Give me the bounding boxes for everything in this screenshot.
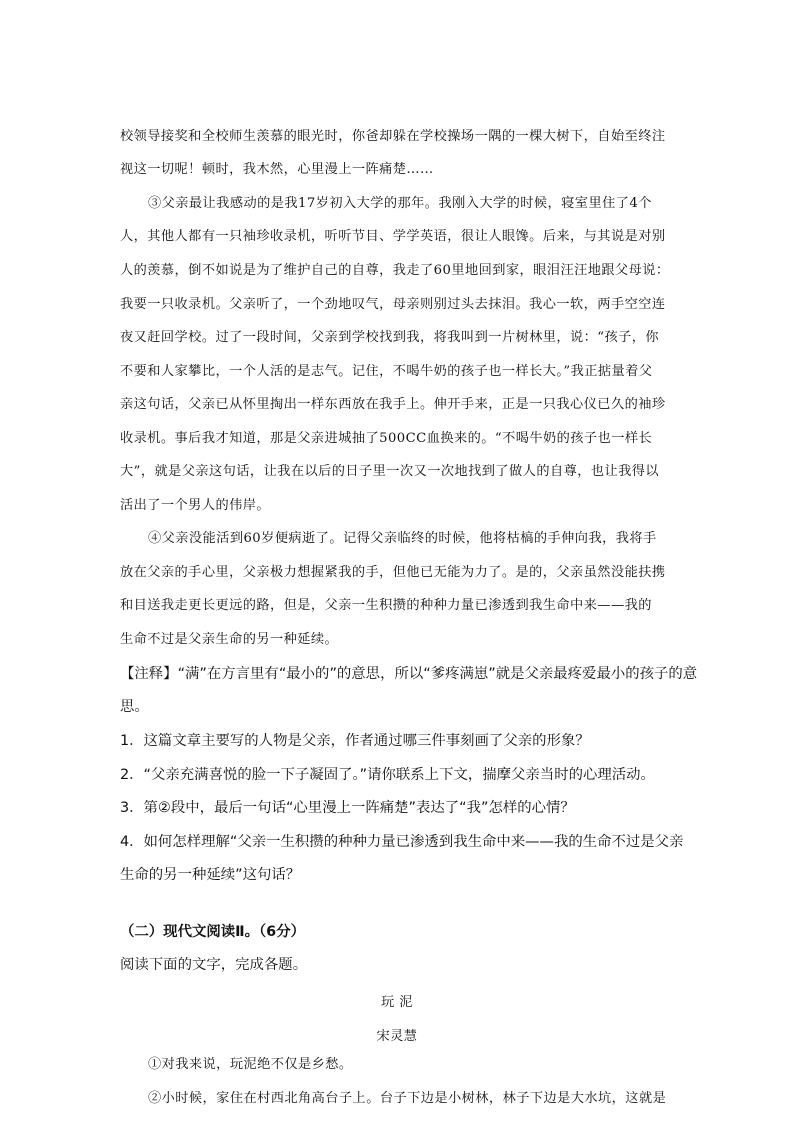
article-title: 玩 泥 <box>381 995 413 1010</box>
passage-line: 不要和人家攀比，一个人活的是志气。记住，不喝牛奶的孩子也一样长大。”我正掂量着父 <box>120 364 653 379</box>
section-heading: （二）现代文阅读Ⅱ。（6分） <box>120 924 305 940</box>
passage-line: ③父亲最让我感动的是我17岁初入大学的那年。我刚入大学的时候，寝室里住了4个 <box>148 196 652 211</box>
question-item: 3．第②段中，最后一句话“心里漫上一阵痛楚”表达了“我”怎样的心情？ <box>120 800 575 816</box>
article-line: ②小时候，家住在村西北角高台子上。台子下边是小树林，林子下边是大水坑，这就是 <box>148 1091 667 1106</box>
question-item: 4．如何怎样理解“父亲一生积攒的种种力量已渗透到我生命中来——我的生命不过是父亲 <box>120 834 684 850</box>
passage-line: 活出了一个男人的伟岸。 <box>120 498 271 513</box>
passage-line: 亲这句话，父亲已从怀里掏出一样东西放在我手上。伸开手来，正是一只我心仪已久的袖珍 <box>120 397 666 412</box>
question-item: 1．这篇文章主要写的人物是父亲，作者通过哪三件事刻画了父亲的形象？ <box>120 733 590 749</box>
passage-line: 校领导接奖和全校师生羡慕的眼光时，你爸却躲在学校操场一隅的一棵大树下，自始至终注 <box>120 129 666 144</box>
passage-line: 放在父亲的手心里，父亲极力想握紧我的手，但他已无能为力了。是的，父亲虽然没能扶携 <box>120 565 666 580</box>
passage-line: ④父亲没能活到60岁便病逝了。记得父亲临终的时候，他将枯槁的手伸向我，我将手 <box>148 531 657 546</box>
passage-line: 大”，就是父亲这句话，让我在以后的日子里一次又一次地找到了做人的自尊，也让我得以 <box>120 464 660 479</box>
note-line: 【注释】“满”在方言里有“最小的”的意思，所以“爹疼满崽”就是父亲最疼爱最小的孩子的意 <box>120 666 698 682</box>
passage-line: 生命不过是父亲生命的另一种延续。 <box>120 632 339 647</box>
passage-line: 收录机。事后我才知道，那是父亲进城抽了500CC血换来的。“不喝牛奶的孩子也一样长 <box>120 431 653 446</box>
question-item: 生命的另一种延续”这句话？ <box>120 867 301 883</box>
note-line: 思。 <box>120 699 149 715</box>
passage-line: 视这一切呢！顿时，我木然，心里漫上一阵痛楚…… <box>120 162 434 177</box>
question-item: 2．“父亲充满喜悦的脸一下子凝固了。”请你联系上下文，揣摩父亲当时的心理活动。 <box>120 767 655 783</box>
passage-line: 人，其他人都有一只袖珍收录机，听听节目、学学英语，很让人眼馋。后来，与其说是对别 <box>120 229 666 244</box>
article-line: ①对我来说，玩泥绝不仅是乡愁。 <box>148 1057 353 1072</box>
passage-line: 和目送我走更长更远的路，但是，父亲一生积攒的种种力量已渗透到我生命中来——我的 <box>120 598 652 613</box>
passage-line: 我要一只收录机。父亲听了，一个劲地叹气，母亲则别过头去抹泪。我心一软，两手空空连 <box>120 297 666 312</box>
article-author: 宋灵慧 <box>376 1029 418 1044</box>
section-instruction: 阅读下面的文字，完成各题。 <box>120 957 308 973</box>
passage-line: 人的羡慕，倒不如说是为了维护自己的自尊，我走了60里地回到家，眼泪汪汪地跟父母说： <box>120 263 670 278</box>
passage-line: 夜又赶回学校。过了一段时间，父亲到学校找到我，将我叫到一片树林里，说：“孩子，你 <box>120 330 660 345</box>
